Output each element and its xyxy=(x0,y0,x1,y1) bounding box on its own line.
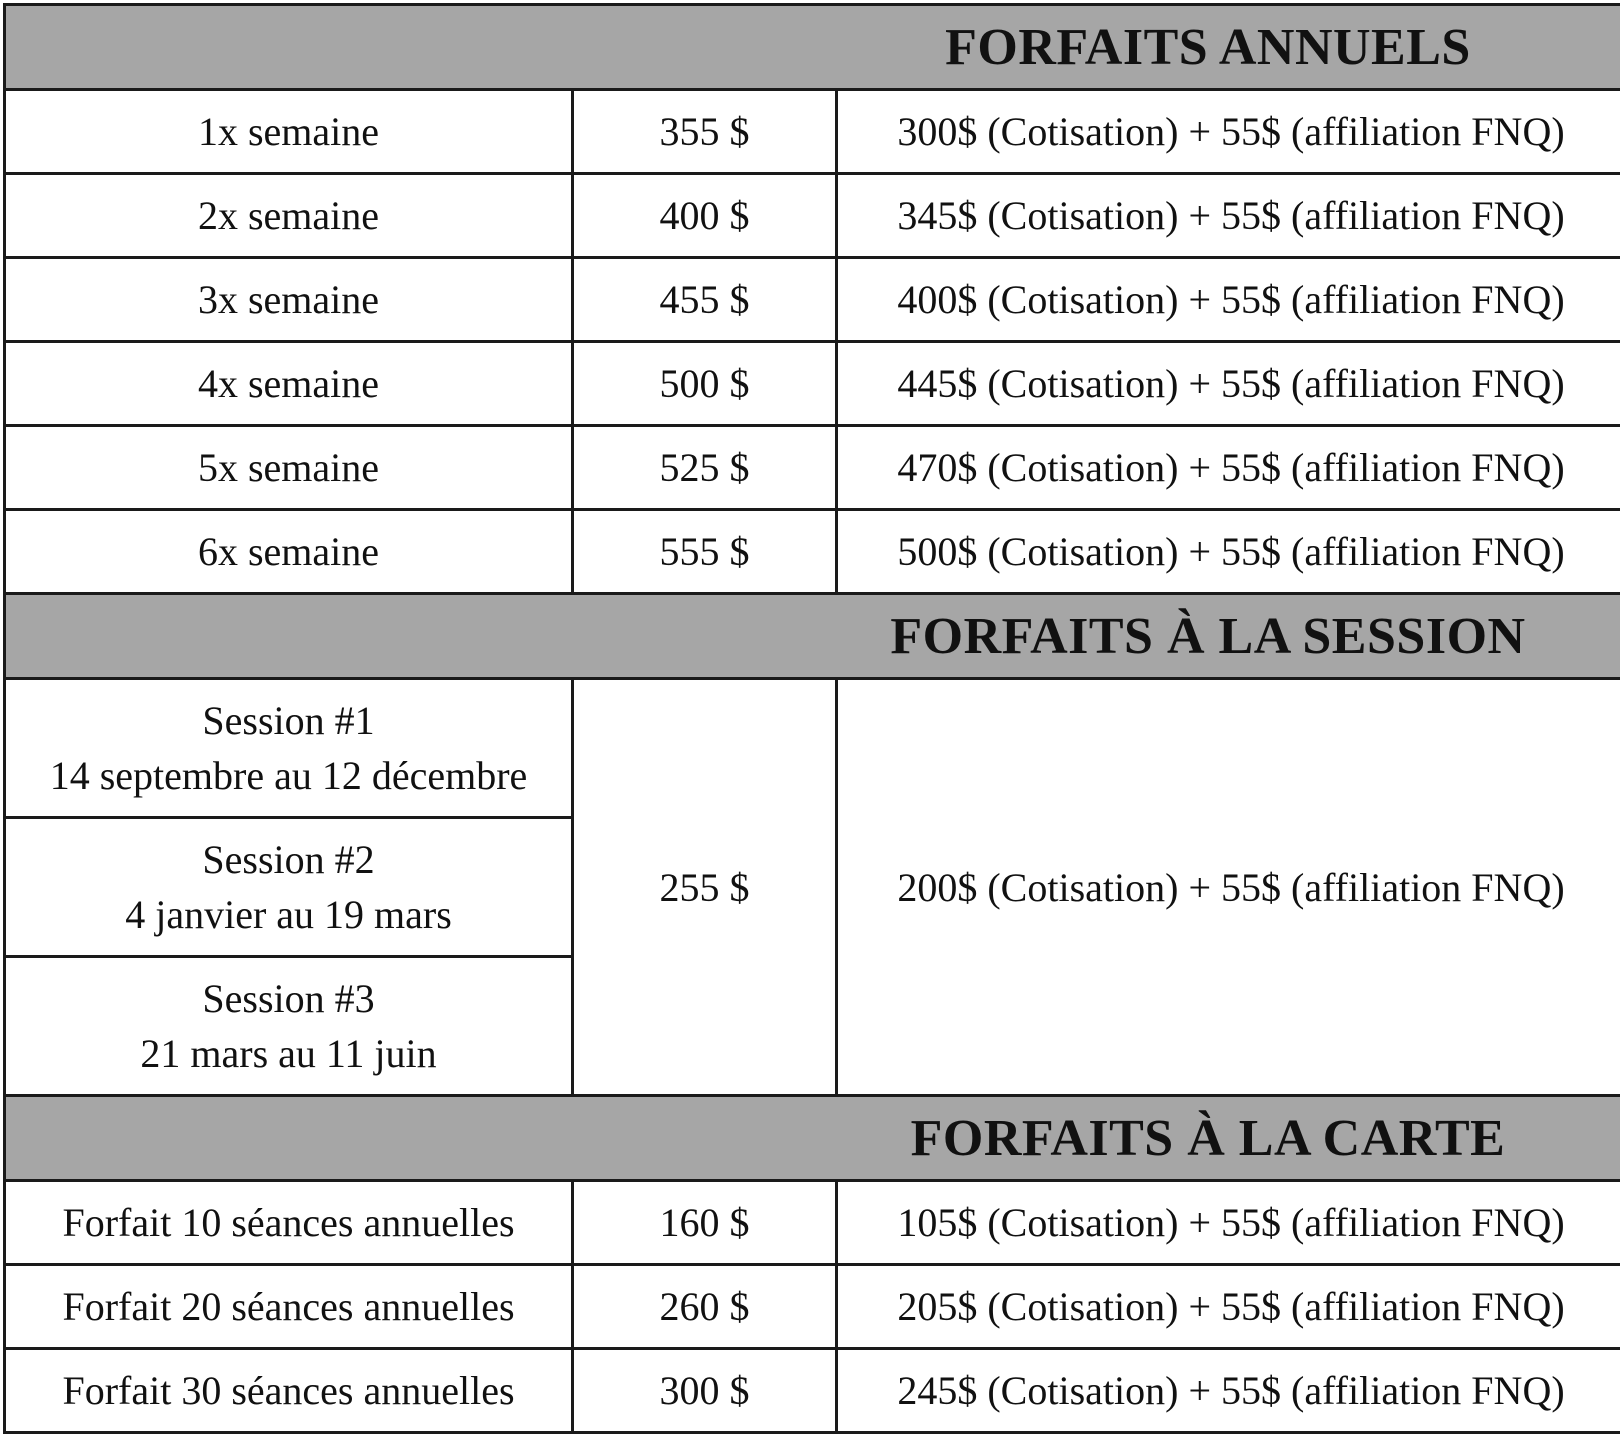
session-cell xyxy=(5,818,573,957)
plan-name: Forfait 20 séances annuelles xyxy=(5,1265,573,1349)
plan-name: Forfait 10 séances annuelles xyxy=(5,1181,573,1265)
session-price: 255 $ xyxy=(573,679,837,1096)
pricing-table xyxy=(3,3,1620,1434)
plan-detail: 345$ (Cotisation) + 55$ (affiliation FNQ) xyxy=(837,174,1620,258)
plan-name: 5x semaine xyxy=(5,426,573,510)
plan-price: 500 $ xyxy=(573,342,837,426)
section-header-annuels xyxy=(5,5,1620,90)
plan-detail: 300$ (Cotisation) + 55$ (affiliation FNQ) xyxy=(837,90,1620,174)
plan-detail: 400$ (Cotisation) + 55$ (affiliation FNQ) xyxy=(837,258,1620,342)
plan-price: 355 $ xyxy=(573,90,837,174)
table-row xyxy=(5,342,1620,426)
section-title: FORFAITS À LA SESSION xyxy=(890,607,1526,665)
table-row xyxy=(5,510,1620,594)
session-dates: 4 janvier au 19 mars xyxy=(125,892,452,937)
plan-price: 455 $ xyxy=(573,258,837,342)
plan-detail: 470$ (Cotisation) + 55$ (affiliation FNQ) xyxy=(837,426,1620,510)
session-name: Session #1 xyxy=(202,698,375,743)
plan-name: 3x semaine xyxy=(5,258,573,342)
table-row xyxy=(5,1181,1620,1265)
session-dates: 21 mars au 11 juin xyxy=(140,1031,437,1076)
plan-price: 400 $ xyxy=(573,174,837,258)
table-row xyxy=(5,258,1620,342)
plan-name: 6x semaine xyxy=(5,510,573,594)
session-cell xyxy=(5,957,573,1096)
plan-name: 4x semaine xyxy=(5,342,573,426)
session-name: Session #3 xyxy=(202,976,375,1021)
plan-price: 160 $ xyxy=(573,1181,837,1265)
plan-price: 260 $ xyxy=(573,1265,837,1349)
session-name: Session #2 xyxy=(202,837,375,882)
plan-detail: 105$ (Cotisation) + 55$ (affiliation FNQ) xyxy=(837,1181,1620,1265)
table-row xyxy=(5,1349,1620,1433)
plan-name: 2x semaine xyxy=(5,174,573,258)
plan-detail: 205$ (Cotisation) + 55$ (affiliation FNQ) xyxy=(837,1265,1620,1349)
section-title: FORFAITS ANNUELS xyxy=(945,18,1471,76)
session-detail: 200$ (Cotisation) + 55$ (affiliation FNQ) xyxy=(837,679,1620,1096)
plan-name: Forfait 30 séances annuelles xyxy=(5,1349,573,1433)
table-row xyxy=(5,90,1620,174)
table-row xyxy=(5,174,1620,258)
session-cell xyxy=(5,679,573,818)
plan-price: 525 $ xyxy=(573,426,837,510)
session-dates: 14 septembre au 12 décembre xyxy=(49,753,528,798)
plan-price: 300 $ xyxy=(573,1349,837,1433)
plan-detail: 245$ (Cotisation) + 55$ (affiliation FNQ) xyxy=(837,1349,1620,1433)
table-row xyxy=(5,1265,1620,1349)
plan-detail: 445$ (Cotisation) + 55$ (affiliation FNQ) xyxy=(837,342,1620,426)
session-row xyxy=(5,679,1620,818)
section-title: FORFAITS À LA CARTE xyxy=(910,1109,1506,1167)
table-row xyxy=(5,426,1620,510)
plan-price: 555 $ xyxy=(573,510,837,594)
plan-name: 1x semaine xyxy=(5,90,573,174)
section-header-carte xyxy=(5,1096,1620,1181)
section-header-session xyxy=(5,594,1620,679)
plan-detail: 500$ (Cotisation) + 55$ (affiliation FNQ) xyxy=(837,510,1620,594)
